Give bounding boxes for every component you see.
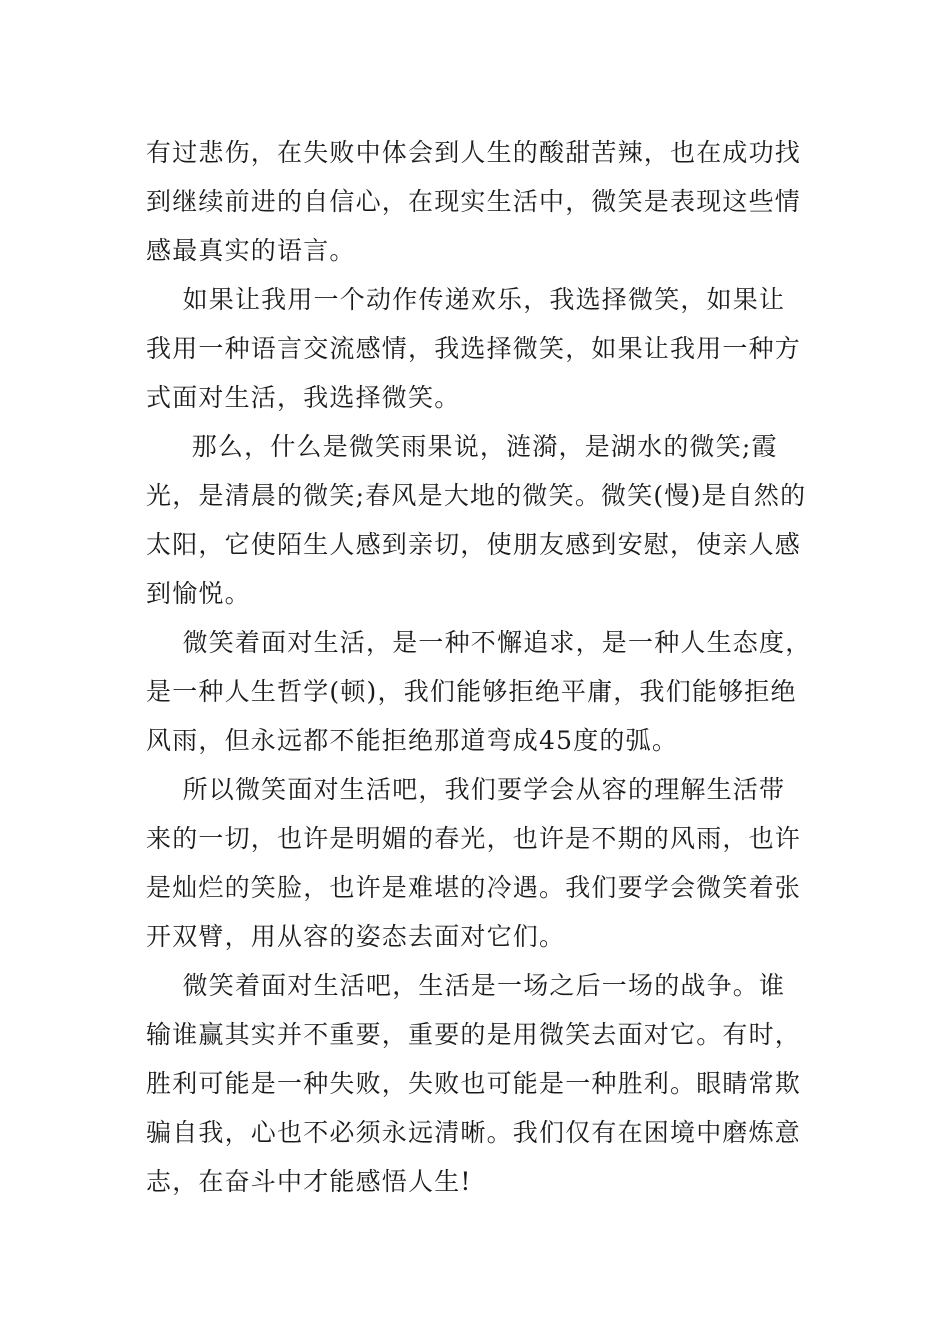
text-line: 来的一切，也许是明媚的春光，也许是不期的风雨，也许	[146, 824, 802, 853]
text-line: 骗自我，心也不必须永远清晰。我们仅有在困境中磨炼意	[146, 1118, 802, 1147]
text-line: 开双臂，用从容的姿态去面对它们。	[146, 922, 566, 951]
text-line: 到愉悦。	[146, 579, 251, 608]
text-line: 有过悲伤，在失败中体会到人生的酸甜苦辣，也在成功找	[146, 138, 802, 167]
paragraph	[146, 422, 806, 618]
text-line: 所以微笑面对生活吧，我们要学会从容的理解生活带	[146, 775, 786, 804]
text-line: 输谁赢其实并不重要，重要的是用微笑去面对它。有时，	[146, 1020, 802, 1049]
text-line: 那么，什么是微笑雨果说，涟漪，是湖水的微笑;霞	[146, 432, 778, 461]
text-line: 到继续前进的自信心，在现实生活中，微笑是表现这些情	[146, 187, 802, 216]
text-line: 微笑着面对生活，是一种不懈追求，是一种人生态度，	[146, 628, 812, 657]
paragraph	[146, 618, 812, 765]
text-line: 我用一种语言交流感情，我选择微笑，如果让我用一种方	[146, 334, 802, 363]
text-line: 微笑着面对生活吧，生活是一场之后一场的战争。谁	[146, 971, 786, 1000]
text-line: 式面对生活，我选择微笑。	[146, 383, 461, 412]
paragraph	[146, 961, 806, 1206]
text-line: 感最真实的语言。	[146, 236, 356, 265]
paragraph	[146, 765, 806, 961]
text-line: 太阳，它使陌生人感到亲切，使朋友感到安慰，使亲人感	[146, 530, 802, 559]
text-line: 如果让我用一个动作传递欢乐，我选择微笑，如果让	[146, 285, 786, 314]
text-line: 胜利可能是一种失败，失败也可能是一种胜利。眼睛常欺	[146, 1069, 802, 1098]
paragraph	[146, 275, 806, 422]
text-line: 光，是清晨的微笑;春风是大地的微笑。微笑(慢)是自然的	[146, 481, 807, 510]
document-body	[146, 128, 812, 1206]
text-line: 风雨，但永远都不能拒绝那道弯成45度的弧。	[146, 726, 679, 755]
paragraph	[146, 128, 806, 275]
text-line: 志，在奋斗中才能感悟人生!	[146, 1167, 472, 1196]
text-line: 是灿烂的笑脸，也许是难堪的冷遇。我们要学会微笑着张	[146, 873, 802, 902]
text-line: 是一种人生哲学(顿)，我们能够拒绝平庸，我们能够拒绝	[146, 677, 797, 706]
